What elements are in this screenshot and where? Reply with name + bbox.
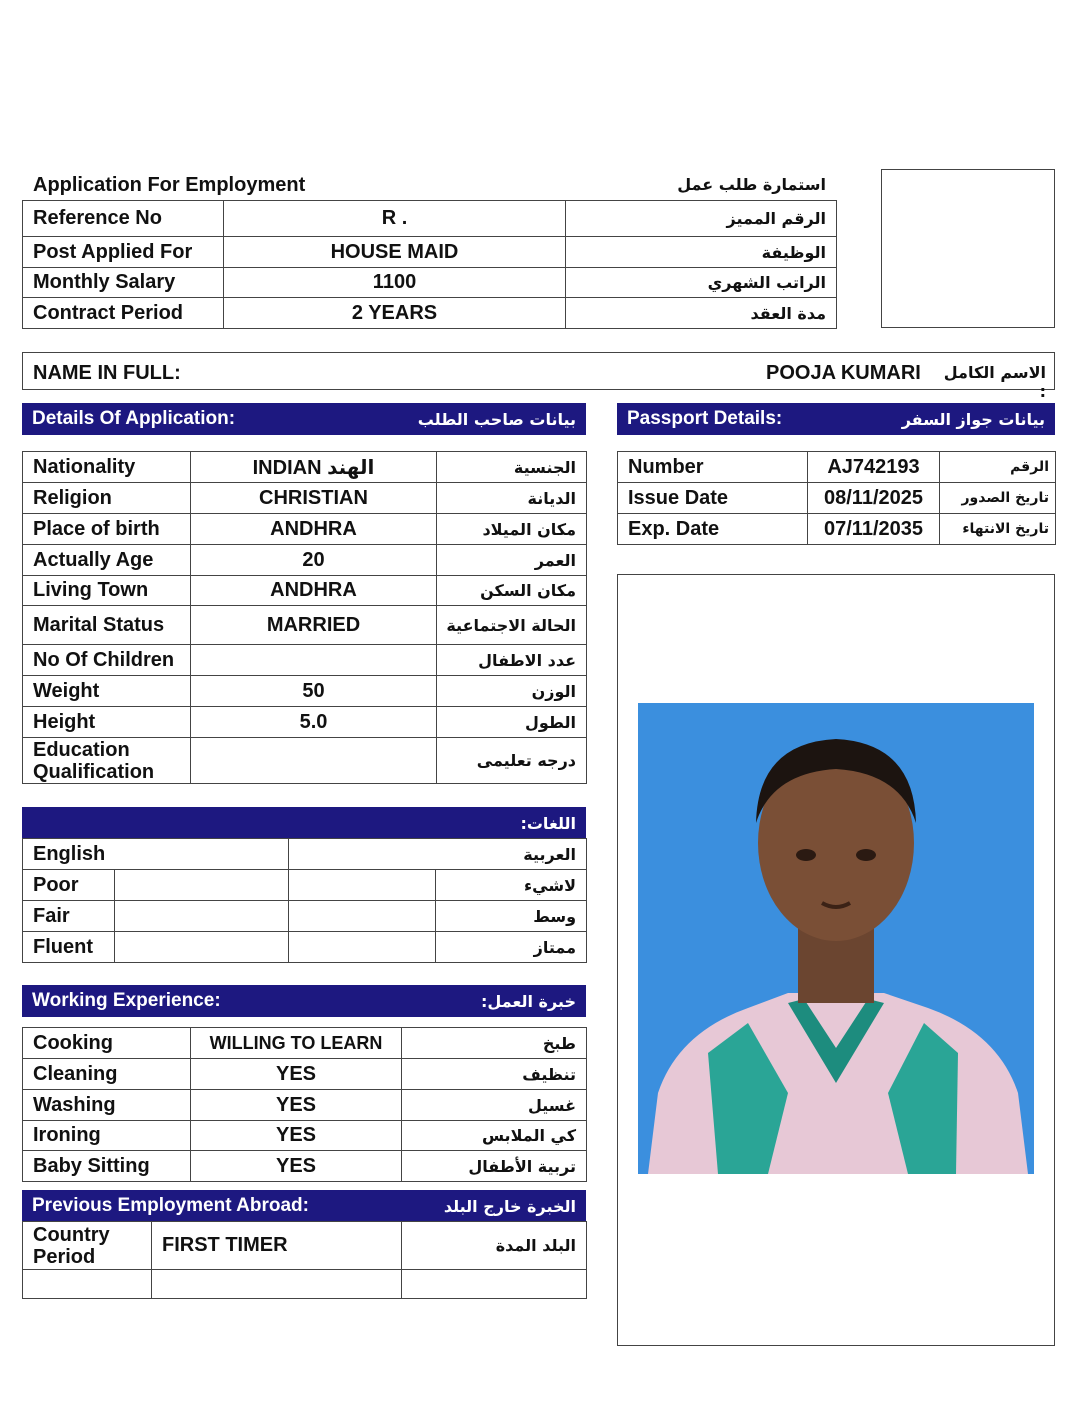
experience-label: Cooking <box>23 1028 191 1059</box>
details-label-ar: درجه تعليمى <box>437 738 587 784</box>
experience-value: YES <box>191 1151 402 1182</box>
applicant-photo-image <box>638 703 1034 1174</box>
abroad-cell <box>23 1270 152 1299</box>
details-label-ar: الجنسية <box>437 452 587 483</box>
details-label-ar: العمر <box>437 545 587 576</box>
details-label: Actually Age <box>23 545 191 576</box>
full-name-label-ar: الاسم الكامل : <box>943 363 1046 401</box>
language-level-ar: وسط <box>436 901 587 932</box>
details-value: MARRIED <box>191 606 437 645</box>
details-value <box>191 645 437 676</box>
details-value: 5.0 <box>191 707 437 738</box>
passport-value: 07/11/2035 <box>808 514 940 545</box>
details-value: CHRISTIAN <box>191 483 437 514</box>
experience-label-ar: كي الملابس <box>402 1121 587 1151</box>
job-row <box>23 268 837 298</box>
abroad-label-ar: البلد المدة <box>402 1222 587 1270</box>
job-label: Monthly Salary <box>23 268 224 298</box>
experience-header-ar: خبرة العمل: <box>481 991 576 1011</box>
job-label-ar: الرقم المميز <box>566 201 837 237</box>
job-value: R . <box>224 201 566 237</box>
stamp-box <box>881 169 1055 328</box>
details-label-ar: الطول <box>437 707 587 738</box>
abroad-header-bar <box>22 1190 586 1222</box>
job-label: Post Applied For <box>23 237 224 268</box>
experience-row <box>23 1151 587 1182</box>
details-row <box>23 545 587 576</box>
details-label: Education Qualification <box>23 738 191 784</box>
passport-header-ar: بيانات جواز السفر <box>901 409 1045 429</box>
experience-label-ar: طبخ <box>402 1028 587 1059</box>
language-cell <box>115 870 289 901</box>
job-row <box>23 237 837 268</box>
experience-value: YES <box>191 1090 402 1121</box>
languages-row <box>23 901 587 932</box>
passport-header: Passport Details: <box>627 408 783 429</box>
details-label-ar: عدد الاطفال <box>437 645 587 676</box>
job-value: 2 YEARS <box>224 298 566 329</box>
languages-header-bar <box>22 807 586 839</box>
experience-value: YES <box>191 1059 402 1090</box>
details-row <box>23 676 587 707</box>
experience-row <box>23 1059 587 1090</box>
job-row <box>23 298 837 329</box>
language-cell <box>289 932 436 963</box>
passport-row <box>618 514 1056 545</box>
languages-table <box>22 838 587 963</box>
abroad-row <box>23 1222 587 1270</box>
details-row <box>23 452 587 483</box>
details-label: Religion <box>23 483 191 514</box>
details-table <box>22 451 587 784</box>
passport-label: Number <box>618 452 808 483</box>
applicant-photo <box>638 703 1034 1174</box>
details-value: 50 <box>191 676 437 707</box>
experience-label: Washing <box>23 1090 191 1121</box>
full-name-label: NAME IN FULL: <box>33 362 181 384</box>
passport-label: Issue Date <box>618 483 808 514</box>
abroad-cell <box>152 1270 402 1299</box>
details-label: Marital Status <box>23 606 191 645</box>
language-arabic: العربية <box>289 839 587 870</box>
passport-label: Exp. Date <box>618 514 808 545</box>
details-label-ar: الديانة <box>437 483 587 514</box>
job-label-ar: مدة العقد <box>566 298 837 329</box>
experience-row <box>23 1028 587 1059</box>
passport-header-bar <box>617 403 1055 435</box>
full-name-row <box>22 352 1055 401</box>
details-row <box>23 576 587 606</box>
details-row <box>23 606 587 645</box>
details-label: Living Town <box>23 576 191 606</box>
details-value: ANDHRA <box>191 576 437 606</box>
details-value: INDIAN الهند <box>191 452 437 483</box>
details-label: Height <box>23 707 191 738</box>
abroad-header-ar: الخبرة خارج البلد <box>443 1196 576 1216</box>
language-cell <box>115 932 289 963</box>
details-label-ar: الحالة الاجتماعية <box>437 606 587 645</box>
details-label-ar: الوزن <box>437 676 587 707</box>
full-name-value: POOJA KUMARI <box>766 362 921 384</box>
details-label-ar: مكان الميلاد <box>437 514 587 545</box>
language-cell <box>289 901 436 932</box>
details-row <box>23 514 587 545</box>
language-level: Fluent <box>23 932 115 963</box>
language-level-ar: لاشيء <box>436 870 587 901</box>
job-value: 1100 <box>224 268 566 298</box>
details-label: Place of birth <box>23 514 191 545</box>
experience-header: Working Experience: <box>32 990 221 1011</box>
experience-row <box>23 1121 587 1151</box>
experience-label: Ironing <box>23 1121 191 1151</box>
abroad-label: Country Period <box>23 1222 152 1270</box>
details-label: No Of Children <box>23 645 191 676</box>
experience-label-ar: غسيل <box>402 1090 587 1121</box>
experience-row <box>23 1090 587 1121</box>
job-label: Contract Period <box>23 298 224 329</box>
language-level-ar: ممتاز <box>436 932 587 963</box>
language-level: Fair <box>23 901 115 932</box>
passport-value: AJ742193 <box>808 452 940 483</box>
details-row <box>23 707 587 738</box>
language-cell <box>115 901 289 932</box>
details-row <box>23 483 587 514</box>
passport-label-ar: الرقم <box>940 452 1056 483</box>
details-label: Weight <box>23 676 191 707</box>
form-title: Application For Employment <box>33 174 306 196</box>
languages-row <box>23 932 587 963</box>
experience-label-ar: تنظيف <box>402 1059 587 1090</box>
details-value <box>191 738 437 784</box>
experience-value: WILLING TO LEARN <box>191 1028 402 1059</box>
passport-table <box>617 451 1056 545</box>
passport-label-ar: تاريخ الانتهاء <box>940 514 1056 545</box>
language-cell <box>289 870 436 901</box>
details-header-bar <box>22 403 586 435</box>
details-header-ar: بيانات صاحب الطلب <box>417 409 576 429</box>
abroad-cell <box>402 1270 587 1299</box>
languages-row <box>23 870 587 901</box>
details-row <box>23 645 587 676</box>
experience-value: YES <box>191 1121 402 1151</box>
details-header: Details Of Application: <box>32 408 236 429</box>
experience-label: Cleaning <box>23 1059 191 1090</box>
passport-row <box>618 483 1056 514</box>
job-label-ar: الوظيفة <box>566 237 837 268</box>
passport-label-ar: تاريخ الصدور <box>940 483 1056 514</box>
details-value: 20 <box>191 545 437 576</box>
experience-table <box>22 1027 587 1182</box>
details-value: ANDHRA <box>191 514 437 545</box>
passport-value: 08/11/2025 <box>808 483 940 514</box>
languages-row <box>23 839 587 870</box>
form-title-ar: استمارة طلب عمل <box>677 175 826 194</box>
abroad-table <box>22 1221 587 1299</box>
abroad-row <box>23 1270 587 1299</box>
experience-label-ar: تربية الأطفال <box>402 1151 587 1182</box>
job-row <box>23 201 837 237</box>
abroad-header: Previous Employment Abroad: <box>32 1195 309 1216</box>
language-english: English <box>23 839 289 870</box>
passport-row <box>618 452 1056 483</box>
languages-header-ar: اللغات: <box>520 813 576 833</box>
job-label: Reference No <box>23 201 224 237</box>
language-level: Poor <box>23 870 115 901</box>
details-label: Nationality <box>23 452 191 483</box>
experience-header-bar <box>22 985 586 1017</box>
details-row <box>23 738 587 784</box>
details-label-ar: مكان السكن <box>437 576 587 606</box>
job-value: HOUSE MAID <box>224 237 566 268</box>
experience-label: Baby Sitting <box>23 1151 191 1182</box>
job-table <box>22 200 837 329</box>
job-label-ar: الراتب الشهري <box>566 268 837 298</box>
abroad-value: FIRST TIMER <box>152 1222 402 1270</box>
